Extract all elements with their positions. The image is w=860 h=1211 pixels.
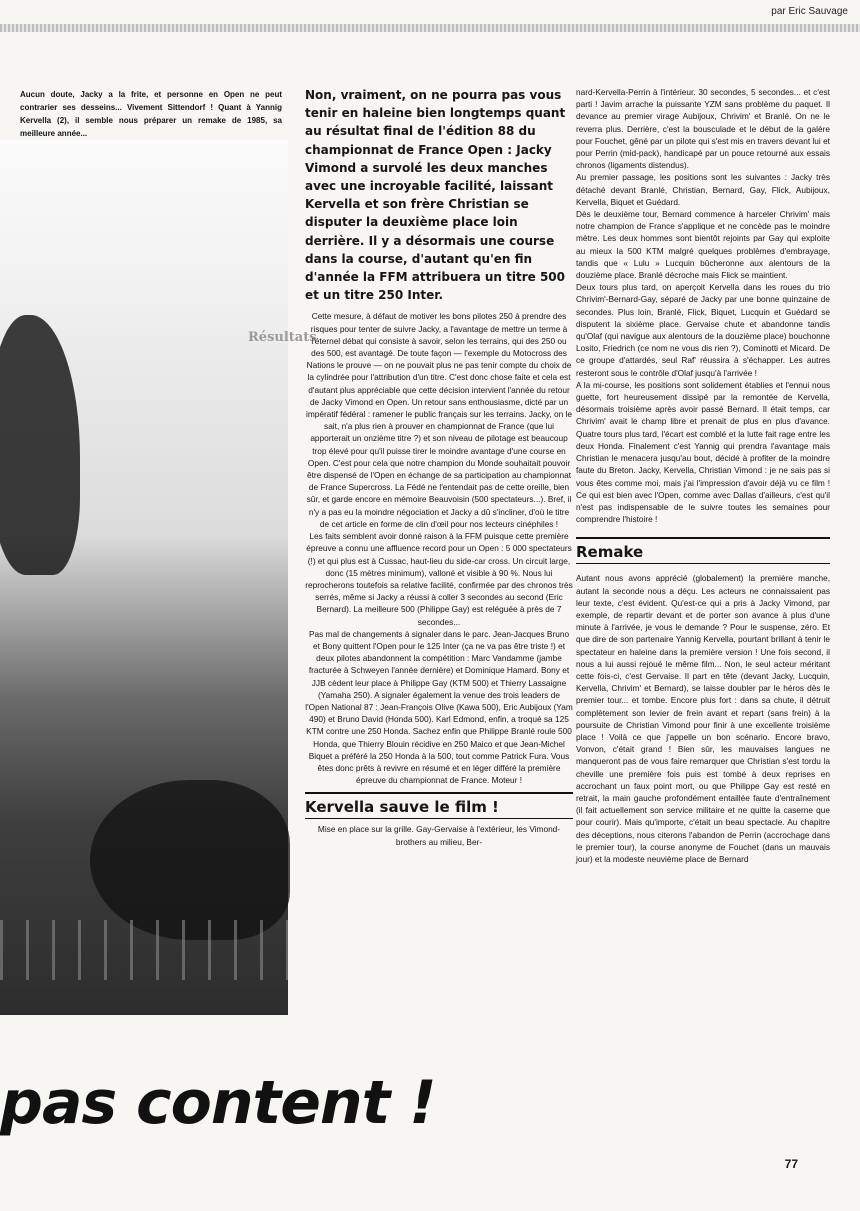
paragraph: Autant nous avons apprécié (globalement) la première manche, autant la seconde nous a déçu. Les acteurs ne connaissaient pas leur texte, c'est évident. Qu'est-ce qui a pris à Jacky Vimond, par exemple, de repartir devant et de porter son avance à plus d'une minute à l'arrivée, je vous le demande ? Pour le suspense, zéro. Et que dire de son partenaire Yannig Kervella, pourtant brillant à tenir le spectateur en haleine dans la première version ! Une fois second, il nous a lui aussi rejoué le même film... Non, le seul acteur méritant cette fois-ci, c'est Gervaise. Il part en tête (devant Jacky, Lucquin, Kervella, Chrivim' et Bernard), se laisse doubler par le héros dès le premier tour... et tombe. Encore plus fort : dans sa chute, il détruit complètement son levier de frein avant et repart (sans frein) à la poursuite de Christian Vimond pour finir à une excellente troisième place ! Voilà ce que j'appelle un bon scénario. Encore bravo, Vonvon, c'était grand ! Bien sûr, les mauvaises langues ne manqueront pas de vous faire remarquer que Christian s'est tordu la cheville une première fois puis est tombé à deux reprises en accrochant un faux point mort, ou que Philippe Gay est resté en retrait, la main gauche profondément entaillée faute d'entraînement (il fait actuellement son service militaire et ne quitte la caserne que pour courir). Mais qu'importe, c'était un beau spectacle. Au chapitre des déceptions, nous citerons l'abandon de Perrin (accrochage dans le premier tour), la course anonyme de Fouchet (dans un mauvais jour) et la modeste neuvième place de Bernard — [576, 573, 830, 864]
body-text — [305, 310, 573, 786]
paragraph: Pas mal de changements à signaler dans le parc. Jean-Jacques Bruno et Bony quittent l'Open pour le 125 Inter (ça ne va pas être triste !) et deux pilotes abandonnent la compétition : Marc Vandamme (jambe fracturée à Schweyen l'année dernière) et Dominique Hamard. Bony et JJB cèdent leur place à Philippe Gay (KTM 500) et Thierry Lassaigne (Yamaha 250). A signaler également la venue des trois leaders de l'Open National 87 : Jean-François Olive (Kawa 500), Eric Aubijoux (Yam 490) et Bruno David (Honda 500). Karl Edmond, enfin, a troqué sa 125 KTM contre une 250 Honda. Sachez enfin que Philippe Branlé roule 500 Honda, que Thierry Blouin récidive en 250 Maico et que Jean-Michel Biquet a préféré la 250 Honda à la 500, tout comme Patrick Fura. Vous êtes donc prêts à revivre en résumé et en léger différé la première épreuve du championnat de France. Moteur ! — [305, 628, 573, 786]
paragraph: Dès le deuxième tour, Bernard commence à harceler Chrivim' mais notre champion de France s'applique et ne concède pas le moindre mètre. Les deux hommes sont bientôt rejoints par Gay qui exploite au mieux la 500 KTM malgré quelques problèmes d'embrayage, tandis que « Lulu » Lucquin bûcheronne aux alentours de la douzième place. Branlé décroche mais Flick se maintient. — [576, 209, 830, 281]
paragraph: nard-Kervella-Perrin à l'intérieur. 30 secondes, 5 secondes... et c'est parti ! Javim arrache la puissante YZM sans problème du paquet. Il devance au premier virage Aubijoux, Chrivim' et Branlé. On ne le reverra plus. Derrière, c'est la bousculade et le début de la galère pour Fouchet, gêné par un pilote qui s'est mis en travers devant lui et pour Perrin (mid-pack), handicapé par un pouce retourné aux essais chronos (ligaments distendus). — [576, 87, 830, 171]
column-3 — [576, 86, 830, 865]
body-text — [576, 86, 830, 525]
results-ghost-heading: Résultats — [248, 330, 317, 345]
paragraph: Au premier passage, les positions sont les suivantes : Jacky très détaché devant Branlé, Christian, Bernard, Gay, Flick, Aubijoux, Kervella, Biquet et Guédard. — [576, 172, 830, 207]
top-rule — [0, 24, 860, 32]
body-text — [305, 823, 573, 847]
paragraph: A la mi-course, les positions sont solidement établies et l'ennui nous guette, fort heureusement dissipé par la remontée de Kervella, désormais troisième après avoir passé Bernard. Il était temps, car Chrivim' avait le champ libre et prenait de plus en plus d'avance. Quatre tours plus tard, l'écart est comblé et la lutte fait rage entre les deux Honda. Finalement c'est Yannig qui prendra l'avantage mais Christian le menacera jusqu'au bout, décidé à profiter de la moindre faute du Breton. Jacky, Kervella, Christian Vimond : je ne sais pas si vous êtes comme moi, mais j'ai l'impression d'avoir déjà vu ce film ! Ce qui est bien avec l'Open, comme avec Dallas d'ailleurs, c'est qu'il n'est pas indispensable de le suivre toutes les semaines pour comprendre l'histoire ! — [576, 379, 830, 525]
column-2 — [305, 86, 573, 848]
photo-caption: Aucun doute, Jacky a la frite, et personne en Open ne peut contrarier ses desseins... Vivement Sittendorf ! Quant à Yannig Kervella (2), il semble nous préparer un remake de 1985, sa meilleure année... — [20, 90, 282, 138]
section-heading: Remake — [576, 537, 830, 564]
paragraph: Mise en place sur la grille. Gay-Gervaise à l'extérieur, les Vimond-brothers au milieu, Ber- — [317, 824, 561, 847]
rider-photo — [0, 140, 288, 1015]
paragraph: Deux tours plus tard, on aperçoit Kervella dans les roues du trio Chrivim'-Bernard-Gay, séparé de Jacky par une bonne quinzaine de secondes. Plus loin, Branlé, Flick, Biquet, Lucquin et Guédard se disputent la sixième place. Gervaise chute et abandonne tandis qu'Olaf (qui navigue aux alentours de la douzième place) bouchonne Losito, Friedrich (ce nom ne vous dis rien ?), Cominotti et Micard. De ce groupe d'attardés, seul Raf' réussira à s'échapper. Les autres resteront sous le contrôle d'Olaf jusqu'à l'arrivée ! — [576, 282, 830, 378]
page-number: 77 — [784, 1157, 798, 1171]
fence — [0, 920, 288, 980]
intro-paragraph: Non, vraiment, on ne pourra pas vous tenir en haleine bien longtemps quant au résultat final de l'édition 88 du championnat de France Open : Jacky Vimond a survolé les deux manches avec une incroyable facilité, laissant Kervella et son frère Christian se disputer la deuxième place loin derrière. Il y a désormais une course dans la course, d'autant qu'en fin d'année la FFM attribuera un titre 500 et un titre 250 Inter. — [305, 88, 566, 303]
byline: par Eric Sauvage — [771, 6, 848, 17]
body-text — [576, 572, 830, 865]
rider-silhouette — [0, 315, 80, 575]
headline: pas content ! — [0, 1068, 436, 1138]
paragraph: Les faits semblent avoir donné raison à la FFM puisque cette première épreuve a connu une affluence record pour un Open : 5 000 spectateurs (!) et qui plus est à Cussac, haut-lieu du side-car cross. Un circuit large, donc (15 mètres minimum), valloné et visible à 90 %. Nous lui reprocherons toutefois sa relative facilité, confirmée par des chronos très serrés, même si Jacky a réussi à coller 3 secondes au second (Eric Bernard). La meilleure 500 (Philippe Gay) est reléguée à près de 7 secondes... — [305, 531, 573, 627]
section-heading: Kervella sauve le film ! — [305, 792, 573, 819]
rider-silhouette-2 — [90, 780, 290, 940]
paragraph: Cette mesure, à défaut de motiver les bons pilotes 250 à prendre des risques pour tenter de suivre Jacky, a l'avantage de mettre un terme à l'éternel débat qui consiste à savoir, selon les terrains, qui des 250 ou des 500, est avantagé. De toute façon — l'exemple du Motocross des Nations le prouve — on ne pouvait plus ne pas tenir compte du choix de la cylindrée pour l'attribution d'un titre. C'est donc chose faite et cela est d'autant plus appréciable que cette décision intervient l'année du retour de Jacky Vimond en Open. Un retour sans enthousiasme, dicté par un impératif fédéral : ramener le public français sur les terrains. Jacky, on le sait, n'a plus rien à prouver en championnat de France (que lui apporterait un onzième titre ?) et son niveau de pilotage est beaucoup trop élevé pour qu'il puisse tirer le moindre avantage d'une course en Open. C'est pour cela que notre champion du Monde souhaitait pouvoir être dispensé de l'Open en échange de sa participation au championnat de France Supercross. La Fédé ne l'entendait pas de cette oreille, bien sûr, et garde encore en mémoire Beauvoisin (500 spectateurs...). Bref, il n'y a pas eu la moindre négociation et Jacky a dû s'incliner, d'où le titre de cet article en forme de clin d'œil pour nos lecteurs cinéphiles ! — [306, 311, 572, 529]
